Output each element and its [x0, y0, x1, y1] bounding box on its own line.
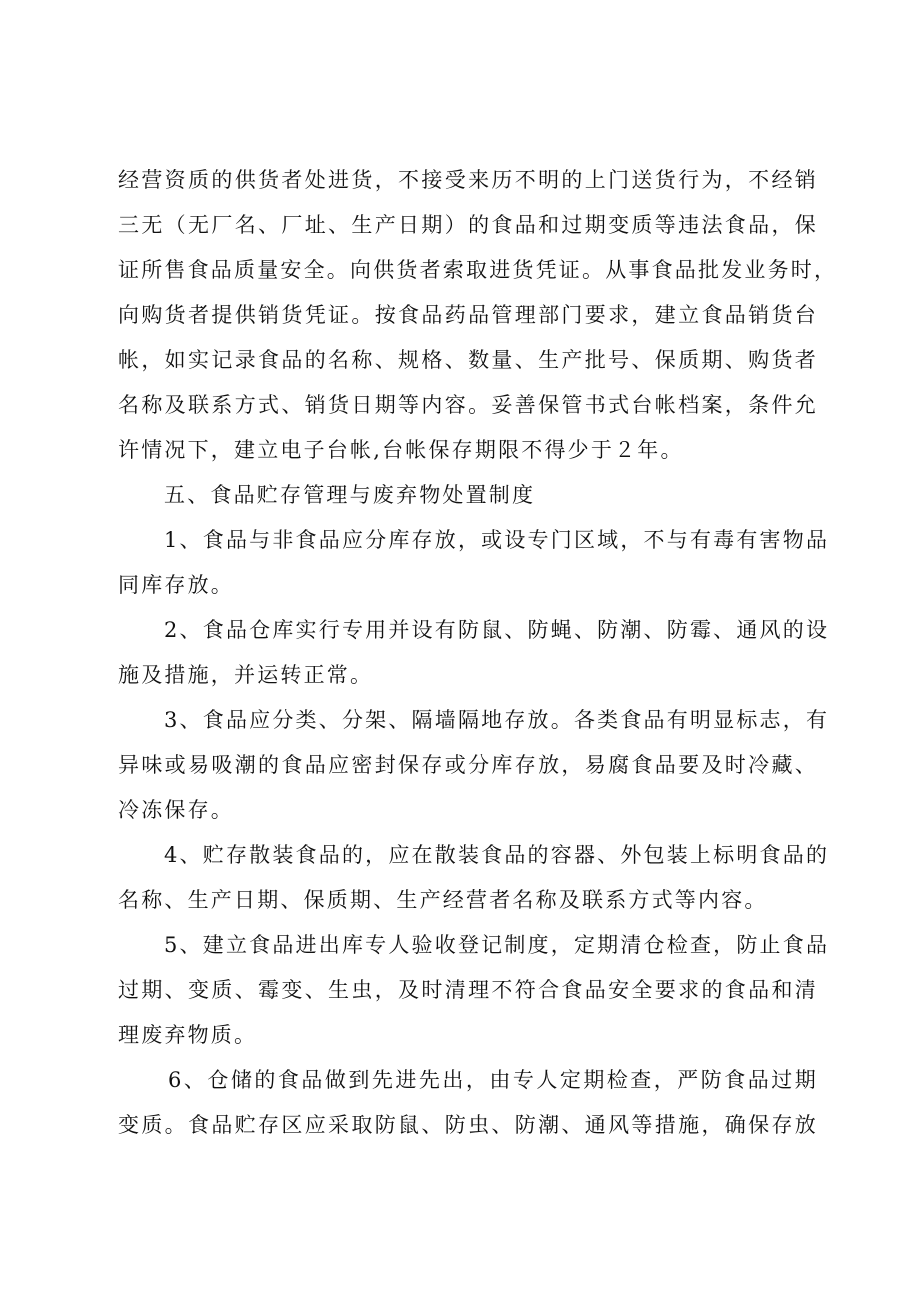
list-item-line: 5、建立食品进出库专人验收登记制度，定期清仓检查，防止食品	[164, 933, 830, 957]
list-item-line: 异味或易吸潮的食品应密封保存或分库存放，易腐食品要及时冷藏、	[118, 753, 818, 777]
paragraph-line: 向购货者提供销货凭证。按食品药品管理部门要求，建立食品销货台	[118, 303, 818, 327]
list-item-line: 6、仓储的食品做到先进先出，由专人定期检查，严防食品过期	[168, 1068, 818, 1092]
paragraph-line: 名称及联系方式、销货日期等内容。妥善保管书式台帐档案，条件允	[118, 393, 818, 417]
list-item-line: 施及措施，并运转正常。	[118, 663, 374, 687]
list-item-line: 3、食品应分类、分架、隔墙隔地存放。各类食品有明显标志，有	[164, 708, 830, 732]
list-item-line: 1、食品与非食品应分库存放，或设专门区域，不与有毒有害物品	[164, 528, 830, 552]
paragraph-line: 三无（无厂名、厂址、生产日期）的食品和过期变质等违法食品，保	[118, 213, 818, 237]
list-item-line: 变质。食品贮存区应采取防鼠、防虫、防潮、通风等措施，确保存放	[118, 1113, 818, 1137]
list-item-line: 同库存放。	[118, 573, 234, 597]
list-item-line: 冷冻保存。	[118, 798, 234, 822]
paragraph-line: 许情况下，建立电子台帐,台帐保存期限不得少于２年。	[118, 438, 684, 462]
paragraph-line: 帐，如实记录食品的名称、规格、数量、生产批号、保质期、购货者	[118, 348, 818, 372]
list-item-line: 名称、生产日期、保质期、生产经营者名称及联系方式等内容。	[118, 888, 768, 912]
list-item-line: 4、贮存散装食品的，应在散装食品的容器、外包装上标明食品的	[164, 843, 830, 867]
list-item-line: 理废弃物质。	[118, 1023, 258, 1047]
list-item-line: 过期、变质、霉变、生虫，及时清理不符合食品安全要求的食品和清	[118, 978, 818, 1002]
paragraph-line: 证所售食品质量安全。向供货者索取进货凭证。从事食品批发业务时，	[118, 258, 838, 282]
paragraph-line: 经营资质的供货者处进货，不接受来历不明的上门送货行为，不经销	[118, 168, 818, 192]
section-heading: 五、食品贮存管理与废弃物处置制度	[164, 483, 536, 507]
list-item-line: 2、食品仓库实行专用并设有防鼠、防蝇、防潮、防霉、通风的设	[164, 618, 830, 642]
document-body	[118, 158, 838, 1148]
